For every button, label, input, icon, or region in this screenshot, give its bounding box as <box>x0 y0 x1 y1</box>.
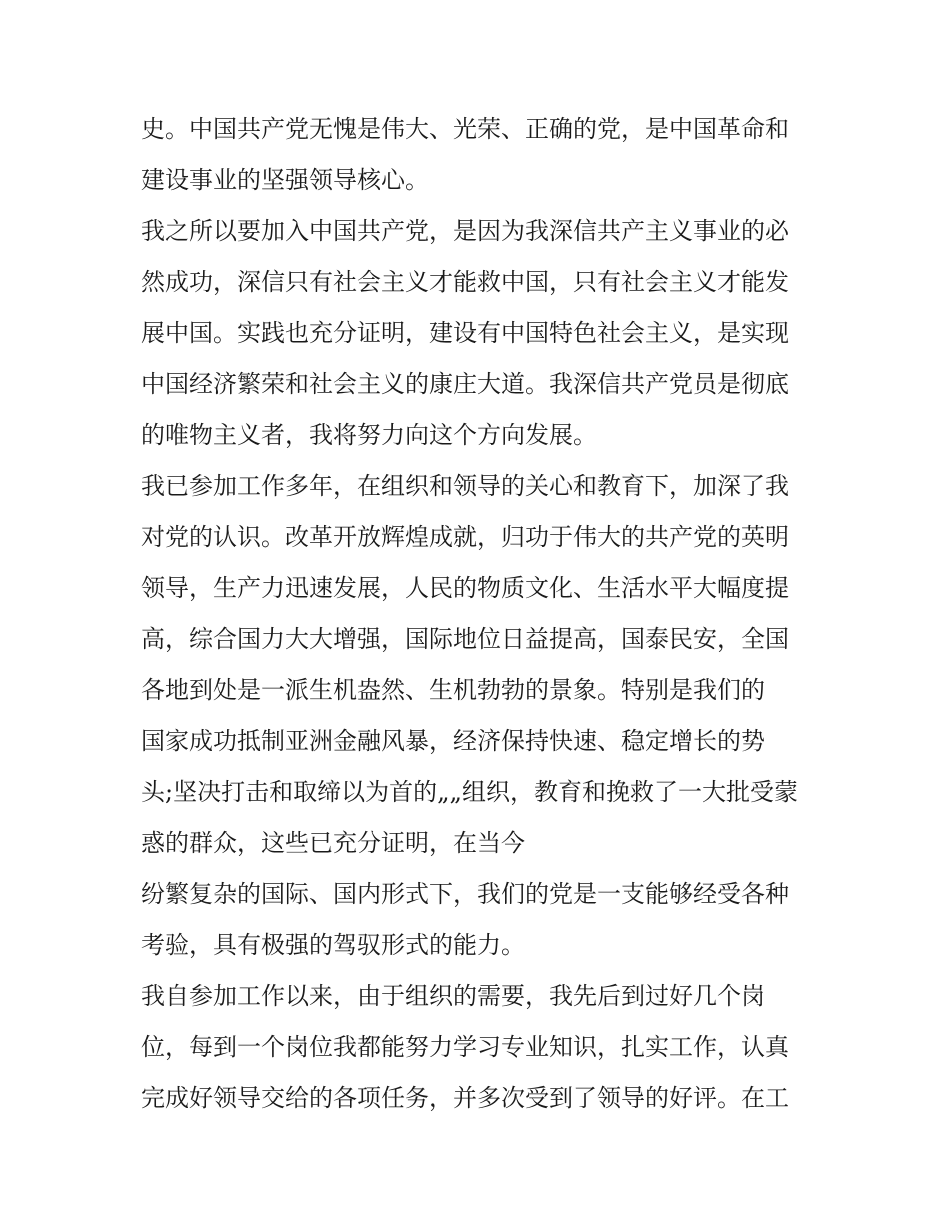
text-line: 建设事业的坚强领导核心。 <box>141 166 429 194</box>
text-line: 位，每到一个岗位我都能努力学习专业知识，扎实工作，认真 <box>141 1033 789 1061</box>
text-line: 高，综合国力大大增强，国际地位日益提高，国泰民安，全国 <box>141 625 789 653</box>
text-line: 考验，具有极强的驾驭形式的能力。 <box>141 931 525 959</box>
text-line: 对党的认识。改革开放辉煌成就，归功于伟大的共产党的英明 <box>141 523 789 551</box>
text-line: 的唯物主义者，我将努力向这个方向发展。 <box>141 421 597 449</box>
text-line: 完成好领导交给的各项任务，并多次受到了领导的好评。在工 <box>141 1084 789 1112</box>
text-line: 我之所以要加入中国共产党，是因为我深信共产主义事业的必 <box>141 217 789 245</box>
text-line: 然成功，深信只有社会主义才能救中国，只有社会主义才能发 <box>141 268 789 296</box>
document-body <box>141 104 821 1124</box>
text-line: 展中国。实践也充分证明，建设有中国特色社会主义，是实现 <box>141 319 789 347</box>
text-line: 史。中国共产党无愧是伟大、光荣、正确的党，是中国革命和 <box>141 115 789 143</box>
text-line: 纷繁复杂的国际、国内形式下，我们的党是一支能够经受各种 <box>141 880 789 908</box>
text-line: 中国经济繁荣和社会主义的康庄大道。我深信共产党员是彻底 <box>141 370 789 398</box>
text-line: 我已参加工作多年，在组织和领导的关心和教育下，加深了我 <box>141 472 789 500</box>
text-line: 国家成功抵制亚洲金融风暴，经济保持快速、稳定增长的势 <box>141 727 765 755</box>
text-line: 领导，生产力迅速发展，人民的物质文化、生活水平大幅度提 <box>141 574 789 602</box>
text-line: 各地到处是一派生机盎然、生机勃勃的景象。特别是我们的 <box>141 676 765 704</box>
text-line: 头;坚决打击和取缔以为首的„„组织，教育和挽救了一大批受蒙 <box>141 778 798 806</box>
text-line: 惑的群众，这些已充分证明，在当今 <box>141 829 525 857</box>
text-line: 我自参加工作以来，由于组织的需要，我先后到过好几个岗 <box>141 982 765 1010</box>
